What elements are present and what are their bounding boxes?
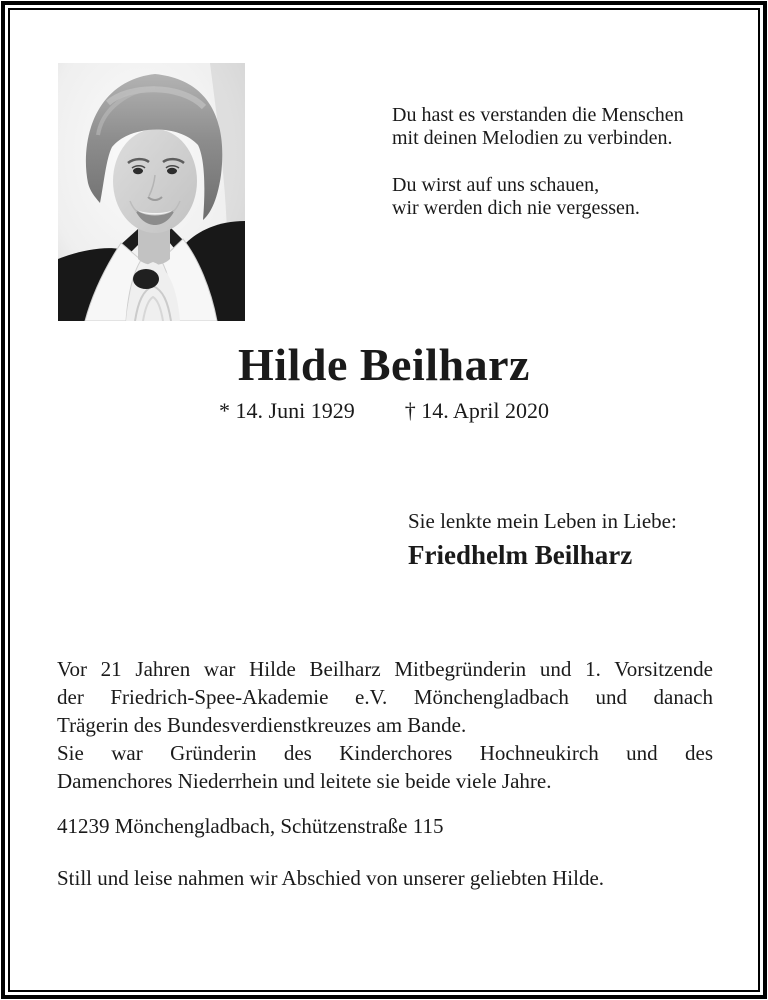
life-dates	[10, 400, 758, 422]
biography-line: Vor 21 Jahren war Hilde Beilharz Mitbegründerin und 1. Vorsitzende	[57, 657, 713, 681]
biography-line: Sie war Gründerin des Kinderchores Hochneukirch und des	[57, 741, 713, 765]
birth-date: * 14. Juni 1929	[219, 398, 355, 423]
death-date: † 14. April 2020	[404, 398, 549, 423]
verse-stanza-2	[392, 174, 684, 220]
biography-text	[57, 655, 713, 795]
verse-line: wir werden dich nie vergessen.	[392, 197, 640, 219]
mourner-name: Friedhelm Beilharz	[408, 540, 633, 570]
outer-border-frame	[1, 1, 767, 999]
dedication-block	[408, 508, 677, 571]
portrait-photo	[58, 63, 245, 321]
biography-line: Damenchores Niederrhein und leitete sie beide viele Jahre.	[57, 769, 552, 793]
verse-line: mit deinen Melodien zu verbinden.	[392, 127, 673, 149]
verse-line: Du wirst auf uns schauen,	[392, 174, 600, 196]
deceased-name: Hilde Beilharz	[238, 339, 530, 390]
biography-line: der Friedrich-Spee-Akademie e.V. Mönchengladbach und danach	[57, 685, 713, 709]
verse-line: Du hast es verstanden die Menschen	[392, 104, 684, 126]
farewell-line: Still und leise nahmen wir Abschied von unserer geliebten Hilde.	[57, 866, 605, 890]
portrait-illustration	[58, 63, 245, 321]
mourner-address: 41239 Mönchengladbach, Schützenstraße 115	[57, 814, 444, 838]
verse-stanza-1	[392, 104, 684, 150]
memorial-verse	[392, 104, 684, 220]
dedication-intro: Sie lenkte mein Leben in Liebe:	[408, 509, 677, 533]
biography-line: Trägerin des Bundesverdienstkreuzes am Bande.	[57, 713, 467, 737]
deceased-name-block	[10, 339, 758, 390]
inner-border-frame	[8, 8, 760, 992]
